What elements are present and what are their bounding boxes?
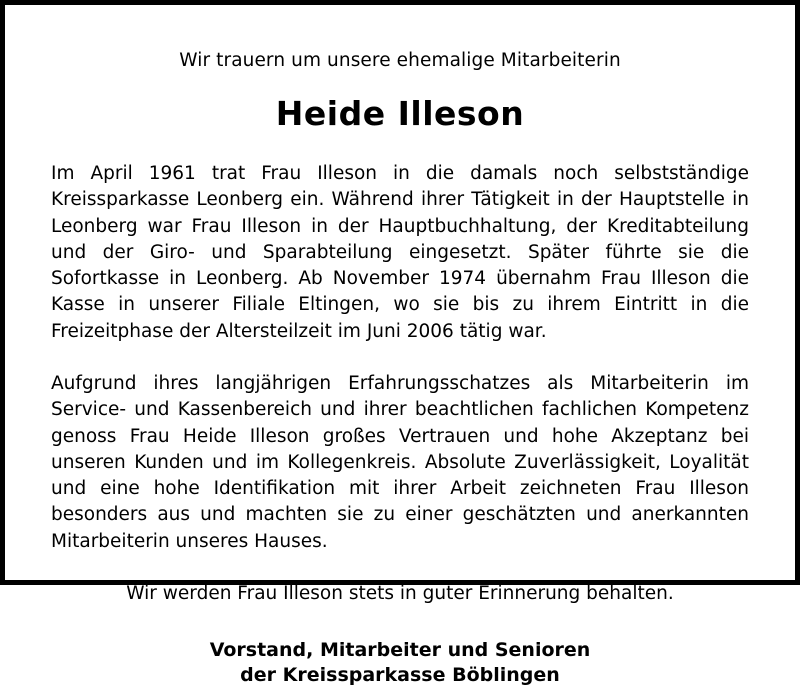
biography-paragraph-2: Aufgrund ihres langjährigen Erfahrungsschatzes als Mitarbeiterin im Service- und Kassenbereich und ihrer beachtlichen fachlichen Kompetenz genoss Frau Heide Illeson großes Vertrauen und hohe Akzeptanz bei unseren Kunden und im Kollegenkreis. Absolute Zuverlässigkeit, Loyalität und eine hohe Identifikation mit ihrer Arbeit zeichneten Frau Illeson besonders aus und machten sie zu einer geschätzten und anerkannten Mitarbeiterin unseres Hauses. — [51, 372, 749, 552]
signature-line-1: Vorstand, Mitarbeiter und Senioren — [209, 638, 591, 661]
closing-text: Wir werden Frau Illeson stets in guter Erinnerung behalten. — [126, 582, 674, 604]
intro-text: Wir trauern um unsere ehemalige Mitarbeiterin — [179, 50, 621, 71]
signature-block — [51, 638, 749, 687]
biography-paragraph-1: Im April 1961 trat Frau Illeson in die damals noch selbstständige Kreissparkasse Leonberg ein. Während ihrer Tätigkeit in der Hauptstelle in Leonberg war Frau Illeson in der Hauptbuchhaltung, der Kreditabteilung und der Giro- und Sparabteilung eingesetzt. Später führte sie die Sofortkasse in Leonberg. Ab November 1974 übernahm Frau Illeson die Kasse in unserer Filiale Eltingen, wo sie bis zu ihrem Eintritt in die Freizeitphase der Altersteilzeit im Juni 2006 tätig war. — [51, 163, 749, 342]
deceased-name: Heide Illeson — [275, 94, 525, 134]
signature-line-2: der Kreissparkasse Böblingen — [240, 663, 560, 686]
